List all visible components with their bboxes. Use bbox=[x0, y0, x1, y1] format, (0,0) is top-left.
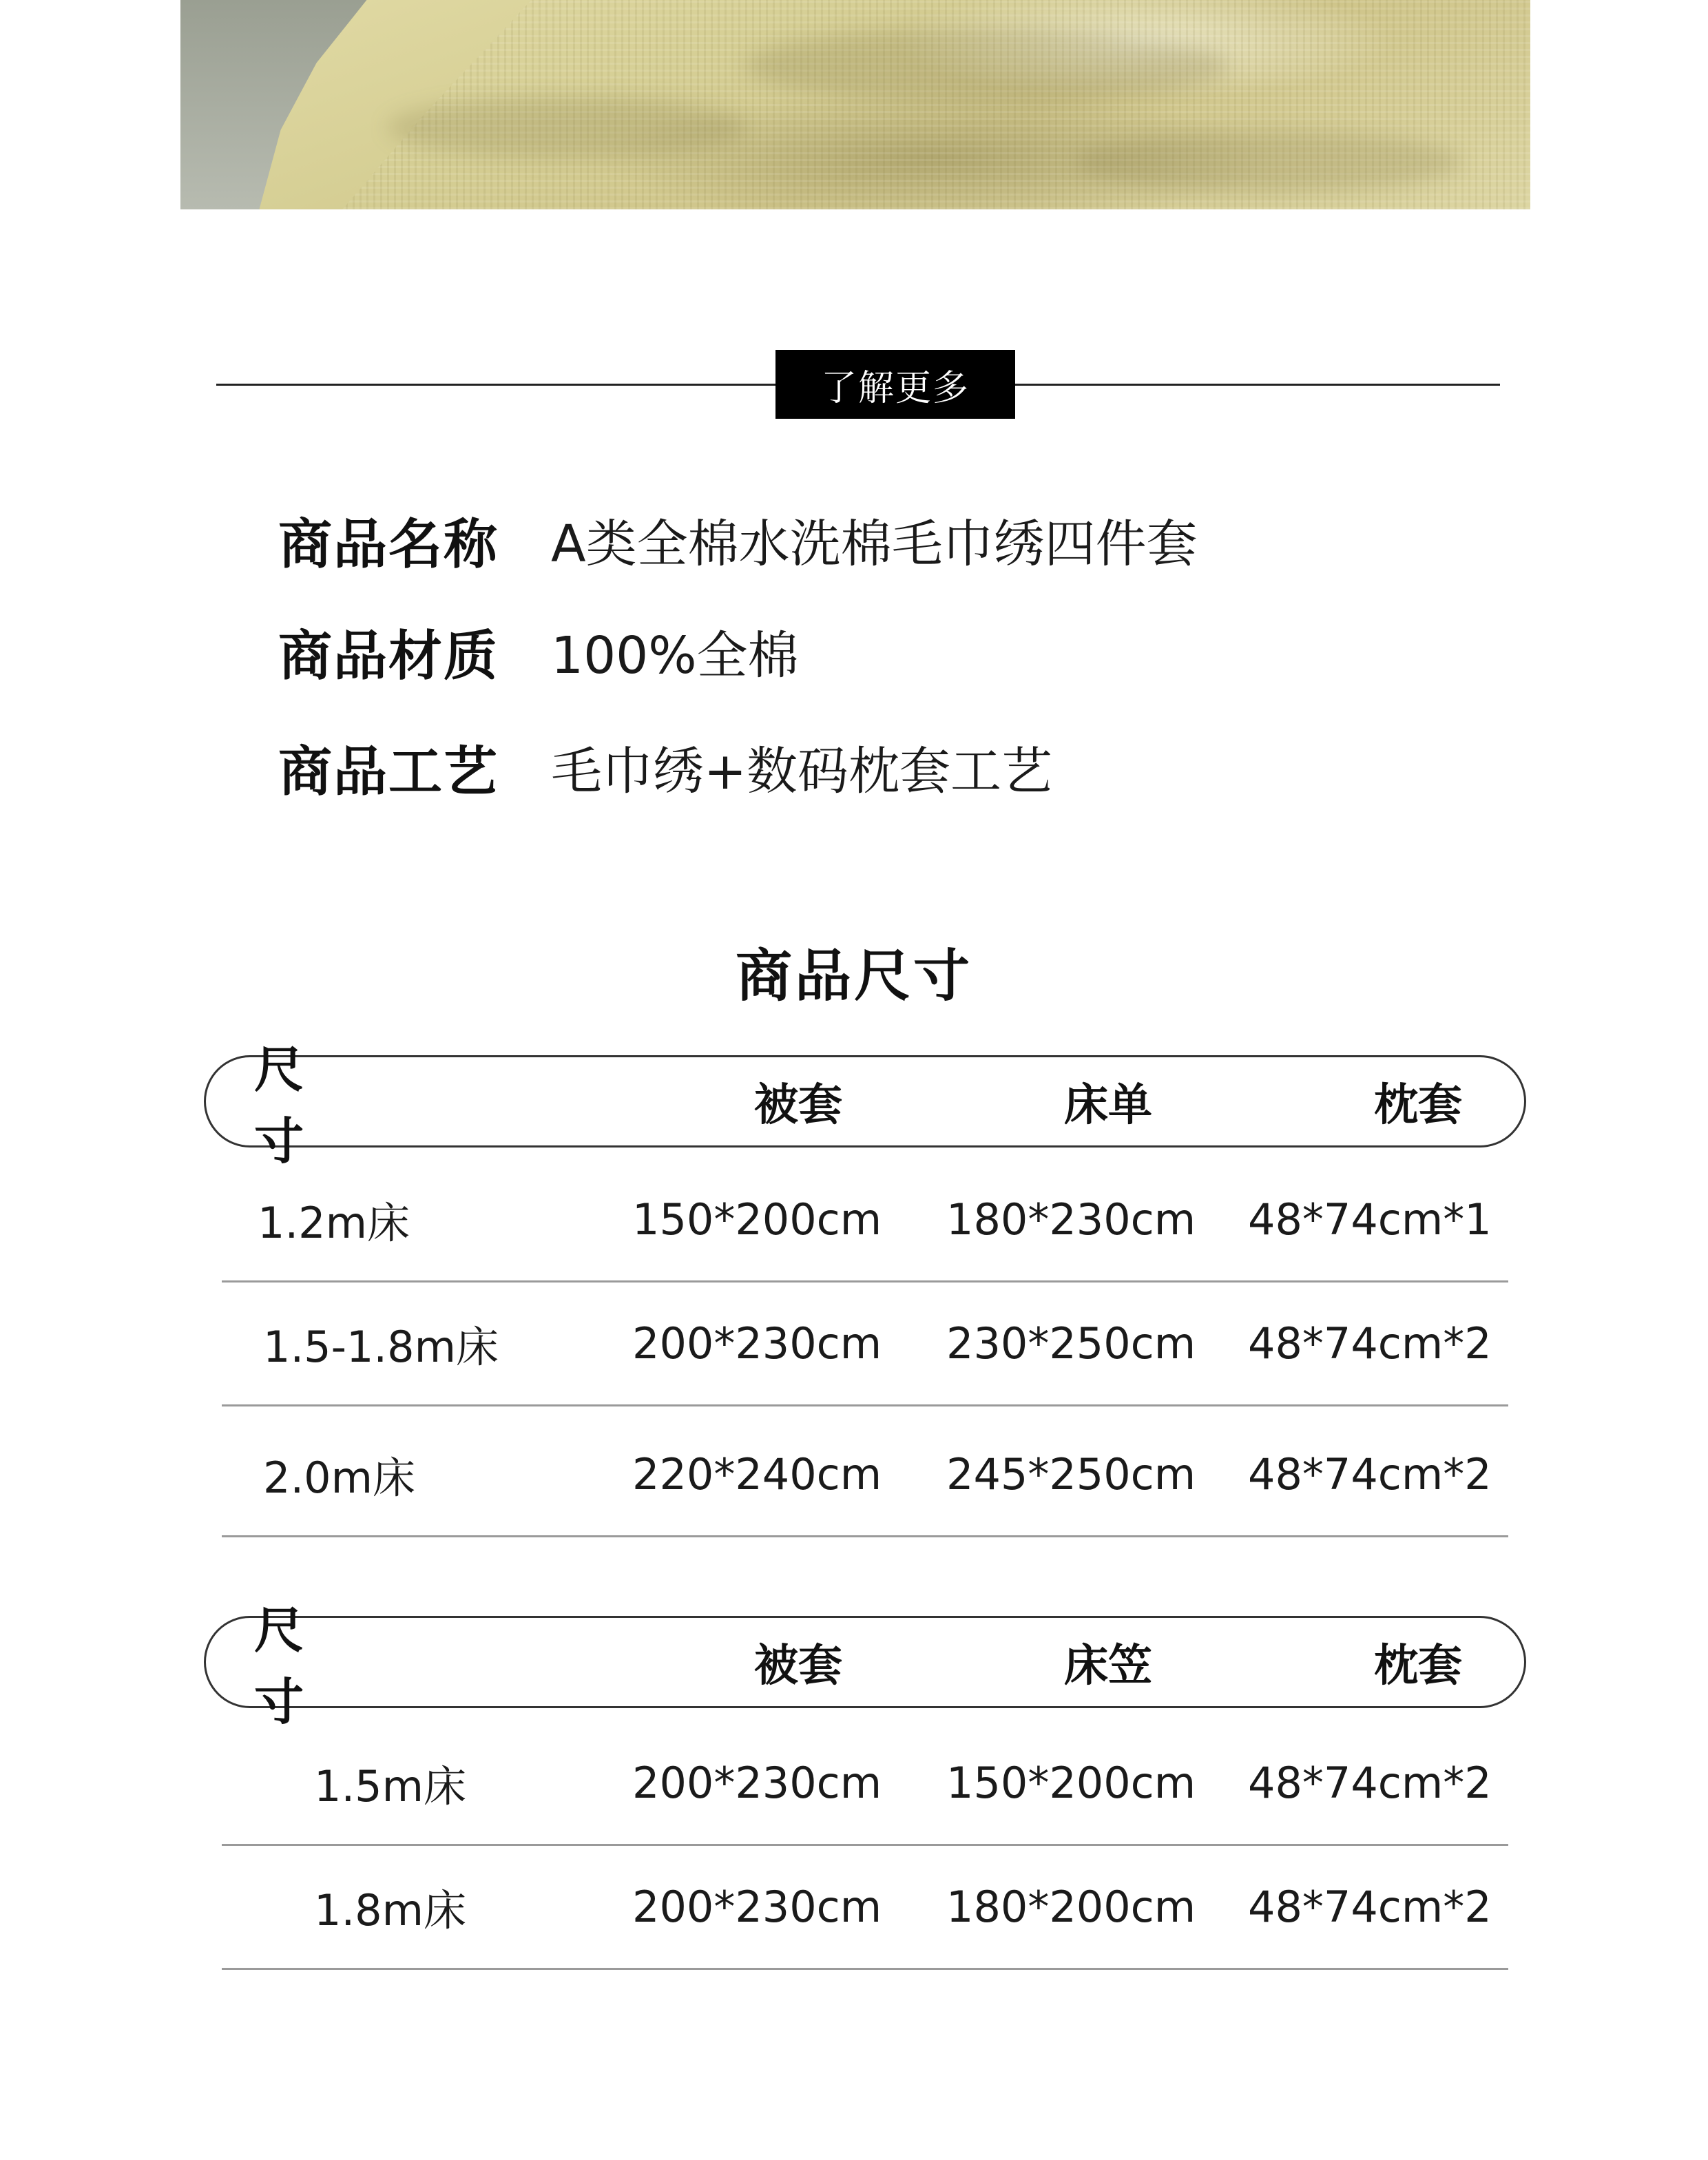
photo-fabric-fold bbox=[387, 96, 745, 158]
photo-fabric-fold bbox=[745, 28, 1227, 103]
header-duvet-cover: 被套 bbox=[754, 1641, 842, 1692]
info-row-material bbox=[278, 617, 799, 686]
header-size: 尺 寸 bbox=[254, 1041, 343, 1170]
cell-duvet-cover: 220*240cm bbox=[632, 1449, 882, 1499]
header-bed-sheet: 床单 bbox=[1064, 1080, 1152, 1131]
table-row bbox=[222, 1722, 1508, 1846]
cell-bed-sheet: 230*250cm bbox=[946, 1318, 1196, 1369]
header-duvet-cover: 被套 bbox=[754, 1080, 842, 1131]
cell-bed-size: 1.2m床 bbox=[258, 1198, 410, 1248]
cell-bed-size: 1.8m床 bbox=[314, 1885, 466, 1935]
product-photo bbox=[180, 0, 1530, 209]
header-pillowcase: 枕套 bbox=[1374, 1080, 1462, 1131]
cell-bed-size: 1.5-1.8m床 bbox=[263, 1322, 499, 1372]
cell-fitted-sheet: 150*200cm bbox=[946, 1758, 1196, 1808]
cell-fitted-sheet: 180*200cm bbox=[946, 1882, 1196, 1932]
info-label: 商品名称 bbox=[278, 514, 499, 576]
info-label: 商品工艺 bbox=[278, 741, 499, 803]
table-row bbox=[222, 1413, 1508, 1537]
header-size: 尺 寸 bbox=[254, 1601, 343, 1731]
info-value: A类全棉水洗棉毛巾绣四件套 bbox=[551, 515, 1198, 574]
table-row bbox=[222, 1846, 1508, 1970]
table-row bbox=[222, 1282, 1508, 1406]
cell-duvet-cover: 200*230cm bbox=[632, 1758, 882, 1808]
size-table-1-header bbox=[204, 1041, 1526, 1170]
info-row-craft bbox=[278, 733, 1052, 802]
header-pillowcase: 枕套 bbox=[1374, 1641, 1462, 1692]
cell-pillowcase: 48*74cm*2 bbox=[1248, 1318, 1492, 1369]
cell-pillowcase: 48*74cm*2 bbox=[1248, 1758, 1492, 1808]
info-label: 商品材质 bbox=[278, 625, 499, 687]
photo-fabric-fold bbox=[1076, 131, 1461, 193]
info-value: 100%全棉 bbox=[551, 626, 799, 685]
cell-bed-sheet: 180*230cm bbox=[946, 1194, 1196, 1245]
learn-more-tag: 了解更多 bbox=[775, 350, 1015, 419]
divider-line-left bbox=[216, 384, 775, 386]
cell-duvet-cover: 200*230cm bbox=[632, 1882, 882, 1932]
table-row bbox=[222, 1159, 1508, 1282]
cell-bed-sheet: 245*250cm bbox=[946, 1449, 1196, 1499]
info-value: 毛巾绣+数码枕套工艺 bbox=[551, 742, 1053, 801]
size-section-title: 商品尺寸 bbox=[735, 944, 972, 1009]
size-table-2-header bbox=[204, 1601, 1526, 1731]
cell-bed-size: 1.5m床 bbox=[314, 1761, 466, 1811]
cell-duvet-cover: 200*230cm bbox=[632, 1318, 882, 1369]
cell-pillowcase: 48*74cm*2 bbox=[1248, 1882, 1492, 1932]
cell-pillowcase: 48*74cm*1 bbox=[1248, 1194, 1492, 1245]
header-fitted-sheet: 床笠 bbox=[1064, 1641, 1152, 1692]
info-row-name bbox=[278, 506, 1198, 574]
divider-line-right bbox=[1015, 384, 1500, 386]
cell-duvet-cover: 150*200cm bbox=[632, 1194, 882, 1245]
cell-pillowcase: 48*74cm*2 bbox=[1248, 1449, 1492, 1499]
cell-bed-size: 2.0m床 bbox=[263, 1453, 415, 1503]
